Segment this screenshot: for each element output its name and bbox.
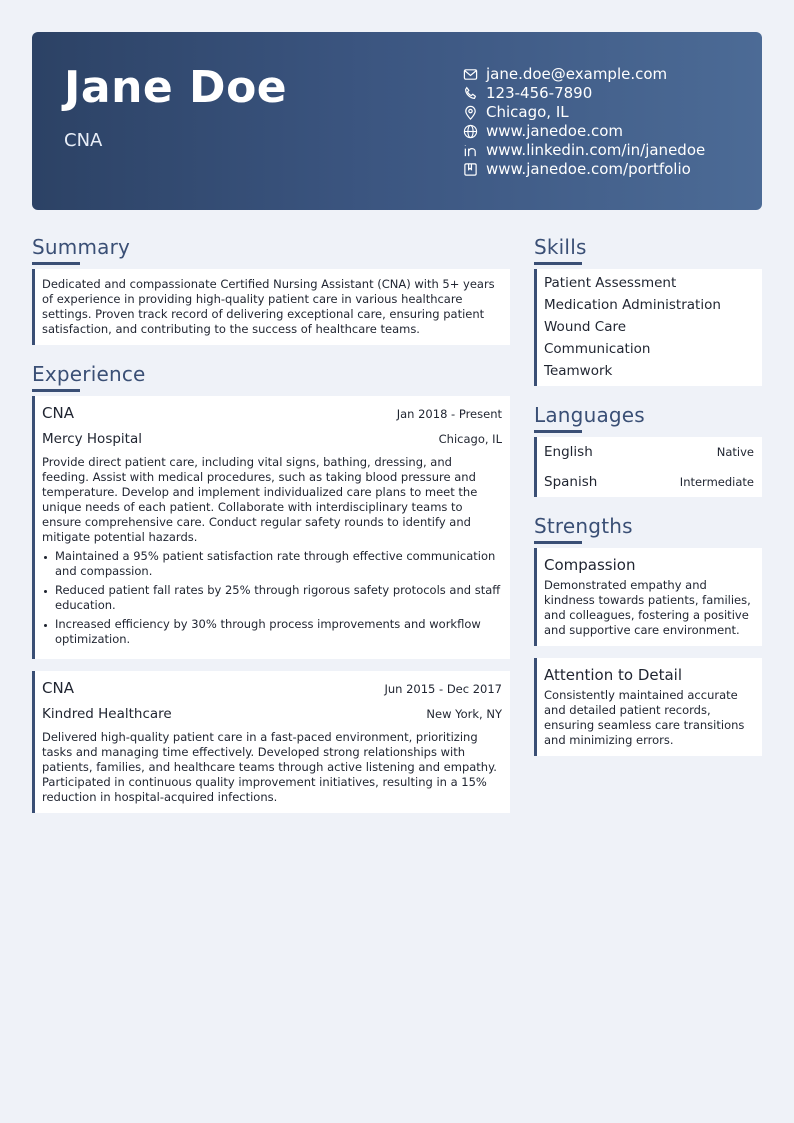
section-rule (32, 262, 80, 265)
section-rule (534, 541, 582, 544)
skill-item: Patient Assessment (544, 275, 677, 291)
strength-title: Compassion (544, 556, 636, 574)
portfolio-icon (462, 162, 478, 178)
job-company: Mercy Hospital (42, 431, 142, 447)
experience-entry (32, 671, 510, 813)
job-description: Delivered high-quality patient care in a fast-paced environment, prioritizing tasks and managing time effectively. Developed strong relationships with patients, families, and healthcare teams through active listening and empathy. Participated in continuous quality improvement initiatives, resulting in a 15% reduction in hospital-acquired infections. (42, 730, 497, 804)
languages-card (534, 437, 762, 497)
language-row (544, 467, 754, 497)
experience-entry (32, 396, 510, 659)
language-row (544, 437, 754, 467)
mail-icon (462, 67, 478, 83)
section-rule (534, 262, 582, 265)
job-location: New York, NY (426, 707, 502, 721)
strength-title: Attention to Detail (544, 666, 683, 684)
job-description: Provide direct patient care, including vital signs, bathing, dressing, and feeding. Assist with medical procedures, such as taking blood pressure and temperature. Develop and implement individualized care plans to meet the unique needs of each patient. Collaborate with interdisciplinary teams to ensure comprehensive care. Conduct regular safety rounds to identify and mitigate potential hazards. (42, 455, 478, 544)
phone-icon (462, 86, 478, 102)
strengths-heading: Strengths (534, 514, 633, 538)
contact-portfolio[interactable] (462, 160, 757, 179)
section-rule (32, 389, 80, 392)
contact-linkedin-text: www.linkedin.com/in/janedoe (486, 141, 706, 159)
job-title: CNA (42, 404, 74, 422)
language-name: English (544, 444, 593, 460)
contact-linkedin[interactable] (462, 141, 757, 160)
contact-location (462, 103, 757, 122)
summary-text: Dedicated and compassionate Certified Nursing Assistant (CNA) with 5+ years of experience in providing high-quality patient care in various healthcare settings. Proven track record of delivering exceptional care, ensuring patient satisfaction, and contributing to the success of healthcare teams. (42, 277, 495, 336)
globe-icon (462, 124, 478, 140)
experience-heading: Experience (32, 362, 146, 386)
language-name: Spanish (544, 474, 598, 490)
strengths-section (534, 513, 762, 756)
contact-email[interactable] (462, 65, 757, 84)
strength-card (534, 548, 762, 646)
job-location: Chicago, IL (438, 432, 502, 446)
side-column (534, 234, 762, 768)
skills-card (534, 269, 762, 386)
contact-website[interactable] (462, 122, 757, 141)
summary-card (32, 269, 510, 345)
contact-list (462, 65, 757, 179)
language-level: Intermediate (679, 475, 754, 489)
main-column (32, 234, 510, 825)
candidate-role: CNA (64, 130, 103, 151)
skill-item: Communication (544, 341, 651, 357)
contact-location-text: Chicago, IL (486, 103, 569, 121)
experience-section (32, 361, 510, 813)
location-icon (462, 105, 478, 121)
resume-header (32, 32, 762, 210)
section-rule (534, 430, 582, 433)
candidate-name: Jane Doe (64, 62, 288, 113)
job-date: Jan 2018 - Present (396, 407, 502, 421)
strength-description: Consistently maintained accurate and detailed patient records, ensuring seamless care transitions and minimizing errors. (544, 688, 745, 747)
job-title: CNA (42, 679, 74, 697)
job-date: Jun 2015 - Dec 2017 (384, 682, 502, 696)
strength-card (534, 658, 762, 756)
linkedin-icon (462, 143, 478, 159)
contact-website-text: www.janedoe.com (486, 122, 624, 140)
strength-description: Demonstrated empathy and kindness towards patients, families, and colleagues, fostering a positive and supportive care environment. (544, 578, 751, 637)
contact-email-text: jane.doe@example.com (486, 65, 668, 83)
summary-heading: Summary (32, 235, 131, 259)
contact-phone-text: 123-456-7890 (486, 84, 593, 102)
languages-heading: Languages (534, 403, 645, 427)
job-achievements (42, 549, 502, 647)
achievement-item: Increased efficiency by 30% through process improvements and workflow optimization. (42, 617, 502, 647)
summary-section (32, 234, 510, 345)
achievement-item: Reduced patient fall rates by 25% through rigorous safety protocols and staff education. (42, 583, 502, 613)
skill-item: Medication Administration (544, 297, 721, 313)
skills-section (534, 234, 762, 386)
languages-section (534, 402, 762, 497)
achievement-item: Maintained a 95% patient satisfaction rate through effective communication and compassion. (42, 549, 502, 579)
job-company: Kindred Healthcare (42, 706, 172, 722)
contact-phone[interactable] (462, 84, 757, 103)
skills-heading: Skills (534, 235, 587, 259)
skill-item: Wound Care (544, 319, 627, 335)
skill-item: Teamwork (544, 363, 613, 379)
language-level: Native (716, 445, 754, 459)
contact-portfolio-text: www.janedoe.com/portfolio (486, 160, 691, 178)
